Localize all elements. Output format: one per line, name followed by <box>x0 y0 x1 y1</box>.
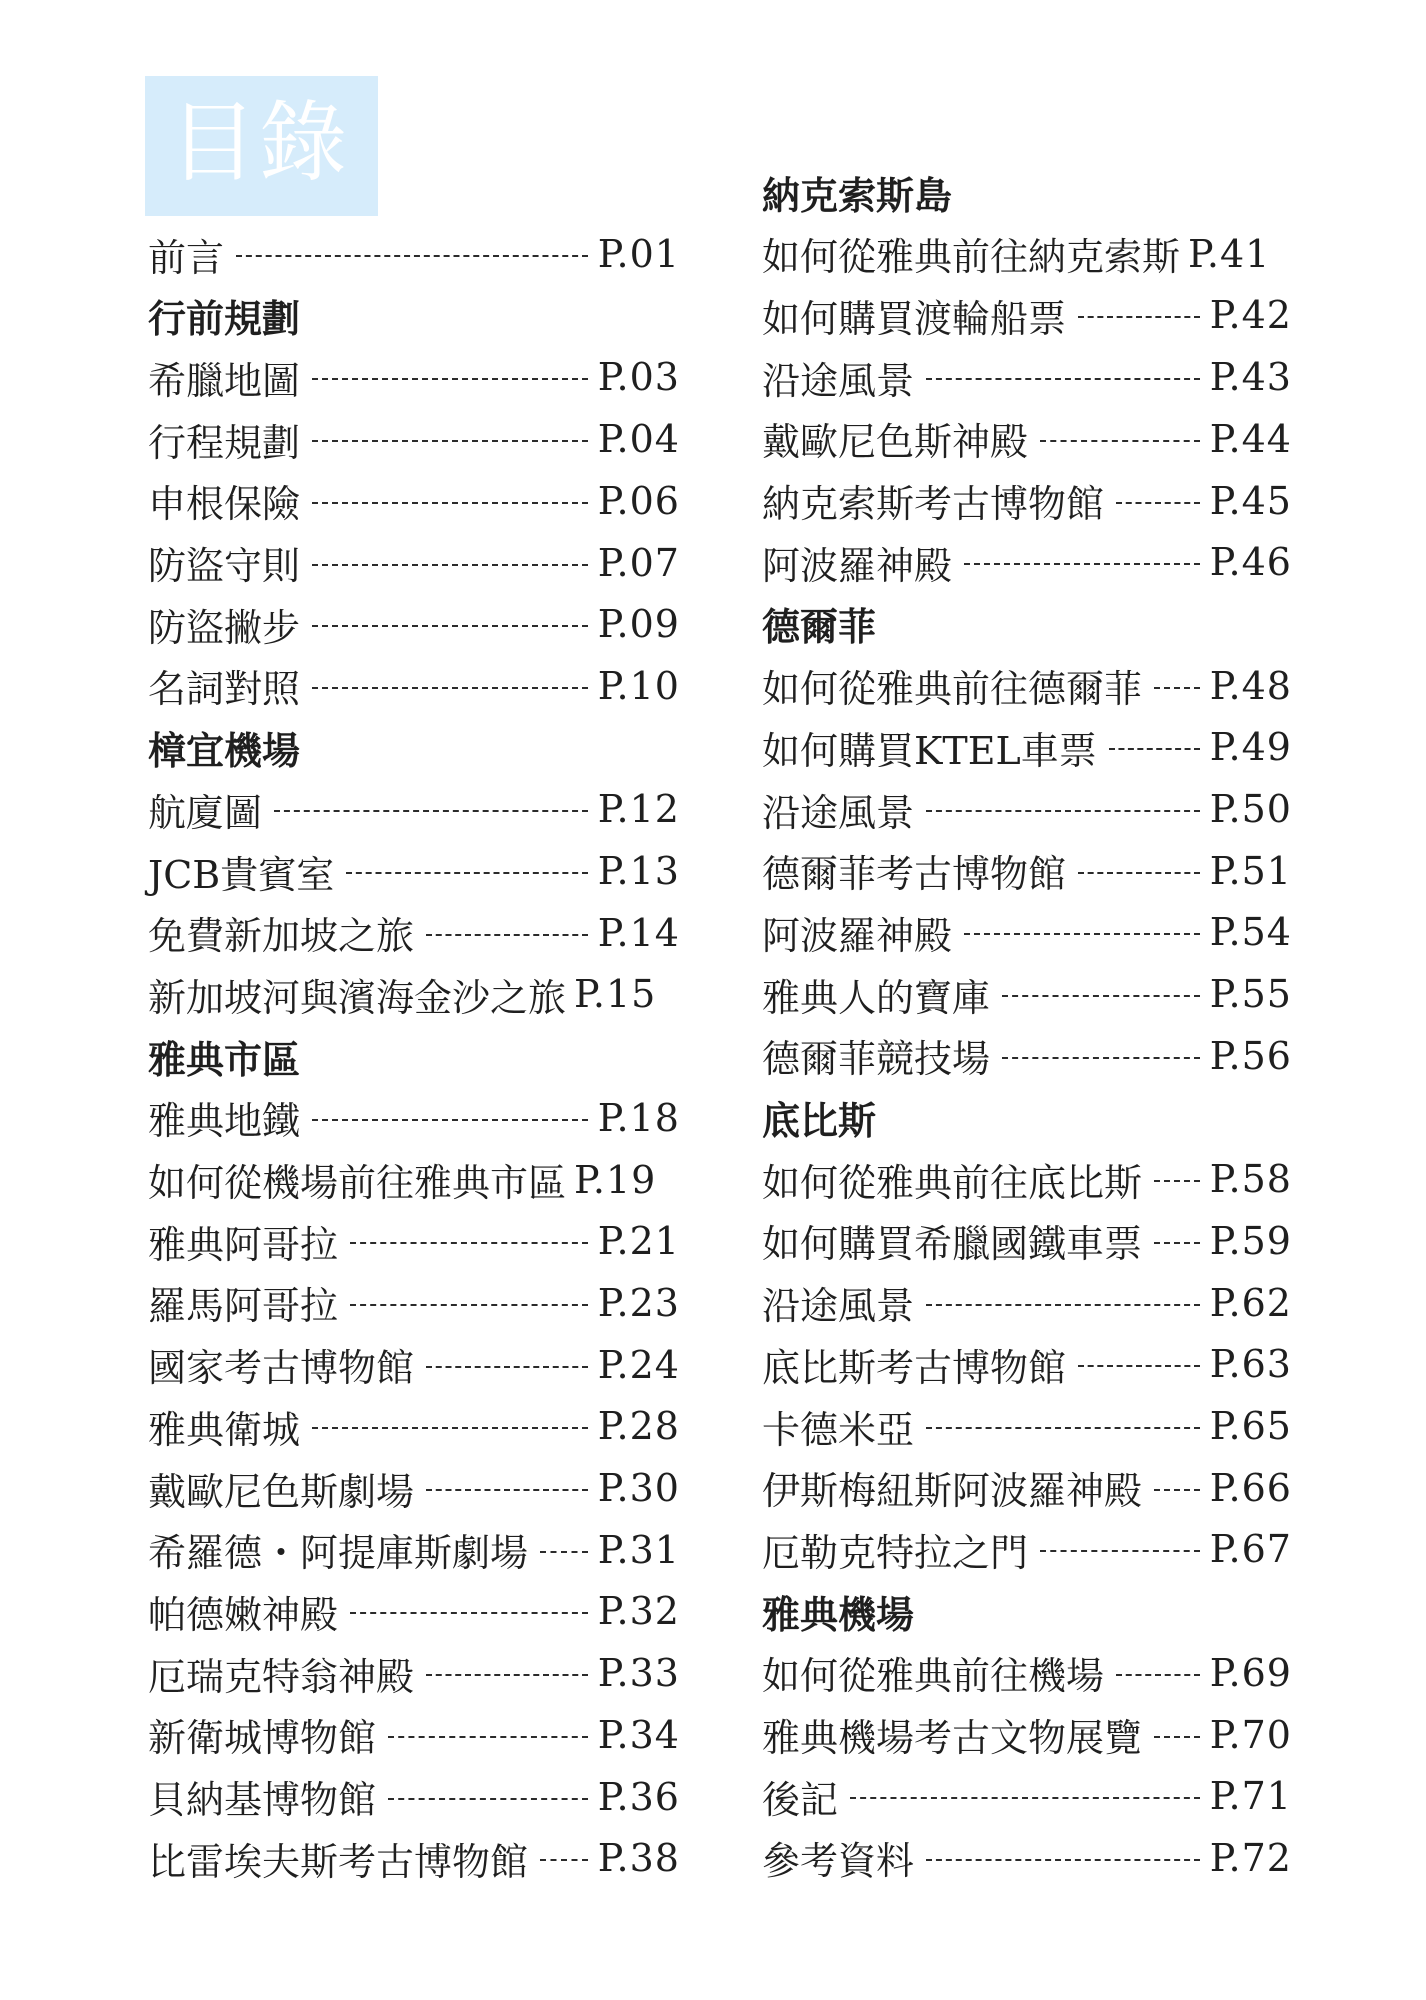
toc-entry[interactable] <box>148 473 680 529</box>
dotted-leader <box>312 564 588 566</box>
toc-entry-page-number: P.23 <box>597 1280 680 1325</box>
dotted-leader <box>388 1798 588 1800</box>
dotted-leader <box>964 933 1200 935</box>
dotted-leader <box>926 378 1200 380</box>
dotted-leader <box>1040 1550 1200 1552</box>
toc-entry-page-number: P.69 <box>1209 1650 1292 1695</box>
dotted-leader <box>426 1366 588 1368</box>
toc-entry-title: 厄勒克特拉之門 <box>762 1530 1029 1575</box>
toc-entry-title: 行程規劃 <box>148 420 301 465</box>
toc-entry[interactable] <box>762 843 1292 899</box>
toc-entry-title: 申根保險 <box>148 482 301 527</box>
dotted-leader <box>1078 1365 1200 1367</box>
toc-entry-page-number: P.63 <box>1209 1342 1292 1387</box>
dotted-leader <box>1002 1057 1200 1059</box>
toc-entry[interactable] <box>762 1521 1292 1577</box>
toc-entry-page-number: P.12 <box>597 787 680 832</box>
toc-entry-title: 雅典機場考古文物展覽 <box>762 1716 1143 1760</box>
toc-entry[interactable] <box>762 719 1292 775</box>
dotted-leader <box>926 1304 1200 1306</box>
toc-entry[interactable] <box>148 1707 680 1763</box>
toc-entry-title: 沿途風景 <box>762 790 915 835</box>
toc-entry-title: 如何購買希臘國鐵車票 <box>762 1222 1143 1267</box>
toc-entry-page-number: P.49 <box>1209 725 1292 770</box>
toc-entry-title: 雅典地鐵 <box>148 1099 301 1144</box>
toc-entry-title: 沿途風景 <box>762 358 915 403</box>
toc-entry-page-number: P.09 <box>597 602 680 647</box>
toc-section-heading: 樟宜機場 <box>148 728 301 774</box>
toc-entry[interactable] <box>762 473 1292 529</box>
toc-entry[interactable] <box>148 1213 680 1269</box>
dotted-leader <box>1154 1180 1200 1182</box>
toc-entry-page-number: P.13 <box>597 849 680 893</box>
toc-entry-title: 雅典人的寶庫 <box>762 975 991 1020</box>
dotted-leader <box>312 502 588 504</box>
dotted-leader <box>312 440 588 442</box>
toc-entry[interactable] <box>148 1522 680 1578</box>
toc-entry-title: 雅典阿哥拉 <box>148 1222 339 1267</box>
dotted-leader <box>1116 1674 1200 1676</box>
dotted-leader <box>312 1427 588 1429</box>
toc-entry-title: 希羅德・阿提庫斯劇場 <box>148 1531 529 1576</box>
dotted-leader <box>540 1859 588 1861</box>
toc-entry[interactable] <box>148 1398 680 1454</box>
toc-entry-page-number: P.71 <box>1209 1774 1292 1819</box>
toc-entry[interactable] <box>762 781 1292 837</box>
toc-entry-page-number: P.06 <box>597 478 680 523</box>
toc-entry-page-number: P.41 <box>1188 231 1271 276</box>
dotted-leader <box>1154 1736 1200 1738</box>
dotted-leader <box>236 255 588 257</box>
toc-entry-page-number: P.01 <box>597 232 680 276</box>
dotted-leader <box>312 1119 588 1121</box>
toc-entry[interactable] <box>148 1830 680 1886</box>
dotted-leader <box>964 563 1200 565</box>
dotted-leader <box>388 1736 588 1738</box>
toc-entry-page-number: P.03 <box>597 355 680 400</box>
dotted-leader <box>1154 1242 1200 1244</box>
toc-entry[interactable] <box>148 349 680 405</box>
toc-entry-page-number: P.04 <box>597 417 680 462</box>
toc-entry-title: 伊斯梅紐斯阿波羅神殿 <box>762 1469 1143 1514</box>
toc-entry-title: 免費新加坡之旅 <box>148 914 415 959</box>
toc-entry[interactable] <box>762 411 1292 467</box>
toc-entry-page-number: P.33 <box>597 1651 680 1696</box>
toc-entry-title: 比雷埃夫斯考古博物館 <box>148 1839 529 1884</box>
toc-entry[interactable] <box>148 1460 680 1516</box>
toc-entry-title: 羅馬阿哥拉 <box>148 1284 339 1329</box>
toc-title: 目錄 <box>169 91 350 194</box>
toc-entry-page-number: P.28 <box>597 1404 680 1449</box>
dotted-leader <box>426 934 588 936</box>
toc-entry-page-number: P.44 <box>1209 416 1292 461</box>
toc-entry-title: 新衛城博物館 <box>148 1716 377 1761</box>
toc-entry-title: 戴歐尼色斯神殿 <box>762 420 1029 465</box>
toc-entry-title: 參考資料 <box>762 1839 915 1884</box>
dotted-leader <box>1040 440 1200 442</box>
toc-entry-title: JCB貴賓室 <box>148 852 335 897</box>
toc-entry-title: 德爾菲考古博物館 <box>762 852 1067 897</box>
toc-entry-page-number: P.14 <box>597 910 680 955</box>
toc-entry-page-number: P.62 <box>1209 1280 1292 1325</box>
toc-section-heading: 德爾菲 <box>762 604 877 650</box>
toc-entry-title: 如何從雅典前往納克索斯 <box>762 235 1181 280</box>
dotted-leader <box>926 1427 1200 1429</box>
toc-entry-title: 新加坡河與濱海金沙之旅 <box>148 975 567 1020</box>
toc-entry-page-number: P.70 <box>1209 1712 1292 1757</box>
toc-entry[interactable] <box>148 905 680 961</box>
toc-entry-page-number: P.48 <box>1209 663 1292 708</box>
toc-entry-title: 如何購買KTEL車票 <box>762 728 1097 773</box>
dotted-leader <box>1002 995 1200 997</box>
toc-section-heading: 雅典市區 <box>148 1036 301 1082</box>
toc-entry[interactable] <box>762 658 1292 714</box>
toc-entry[interactable] <box>762 1830 1292 1886</box>
toc-entry[interactable] <box>762 1028 1292 1084</box>
toc-entry-title: 德爾菲競技場 <box>762 1037 991 1082</box>
dotted-leader <box>1154 1489 1200 1491</box>
toc-entry-page-number: P.19 <box>574 1157 657 1202</box>
toc-entry[interactable] <box>148 1152 680 1208</box>
toc-entry-page-number: P.56 <box>1209 1033 1292 1078</box>
toc-entry-title: 航廈圖 <box>148 790 263 835</box>
toc-entry-page-number: P.46 <box>1209 540 1292 585</box>
dotted-leader <box>426 1489 588 1491</box>
dotted-leader <box>1078 316 1200 318</box>
toc-entry-page-number: P.24 <box>597 1342 680 1387</box>
toc-section-heading: 行前規劃 <box>148 296 301 342</box>
toc-entry[interactable] <box>148 843 680 899</box>
dotted-leader <box>350 1612 588 1614</box>
toc-entry-title: 如何從雅典前往底比斯 <box>762 1160 1143 1205</box>
toc-entry-page-number: P.55 <box>1209 972 1292 1017</box>
toc-entry[interactable] <box>762 1213 1292 1269</box>
toc-entry-title: 帕德嫩神殿 <box>148 1592 339 1637</box>
toc-entry-title: 納克索斯考古博物館 <box>762 482 1105 526</box>
toc-entry-title: 阿波羅神殿 <box>762 913 953 958</box>
dotted-leader <box>312 625 588 627</box>
toc-entry[interactable] <box>148 781 680 837</box>
toc-entry[interactable] <box>148 1090 680 1146</box>
toc-entry[interactable] <box>762 966 1292 1022</box>
dotted-leader <box>1109 748 1200 750</box>
toc-entry-page-number: P.51 <box>1209 848 1292 893</box>
toc-entry-title: 厄瑞克特翁神殿 <box>148 1654 415 1699</box>
dotted-leader <box>312 378 588 380</box>
toc-entry-page-number: P.72 <box>1209 1835 1292 1880</box>
toc-entry[interactable] <box>762 1336 1292 1392</box>
toc-entry-title: 國家考古博物館 <box>148 1346 415 1391</box>
dotted-leader <box>1154 687 1200 689</box>
toc-entry-page-number: P.42 <box>1209 293 1292 338</box>
toc-entry-page-number: P.21 <box>597 1219 680 1264</box>
toc-entry[interactable] <box>148 966 680 1022</box>
dotted-leader <box>312 687 588 689</box>
toc-entry-page-number: P.59 <box>1209 1218 1292 1263</box>
toc-entry[interactable] <box>762 1151 1292 1207</box>
toc-entry[interactable] <box>762 1460 1292 1516</box>
toc-entry[interactable] <box>148 226 680 282</box>
toc-entry-title: 如何從機場前往雅典市區 <box>148 1161 567 1205</box>
toc-entry-title: 雅典衛城 <box>148 1407 301 1452</box>
toc-entry-page-number: P.31 <box>597 1527 680 1572</box>
toc-entry[interactable] <box>762 904 1292 960</box>
toc-entry[interactable] <box>762 1645 1292 1701</box>
dotted-leader <box>350 1242 588 1244</box>
toc-entry-title: 防盜守則 <box>148 544 301 588</box>
dotted-leader <box>1116 502 1200 504</box>
toc-entry-title: 沿途風景 <box>762 1284 915 1329</box>
toc-entry-title: 戴歐尼色斯劇場 <box>148 1469 415 1514</box>
toc-entry-page-number: P.45 <box>1209 478 1292 523</box>
toc-section-heading: 納克索斯島 <box>762 172 953 218</box>
toc-entry-page-number: P.30 <box>597 1466 680 1510</box>
toc-entry-page-number: P.54 <box>1209 910 1292 955</box>
toc-entry-page-number: P.34 <box>597 1712 680 1757</box>
toc-entry[interactable] <box>762 1768 1292 1824</box>
toc-section-heading: 雅典機場 <box>762 1591 915 1637</box>
toc-entry[interactable] <box>762 349 1292 405</box>
dotted-leader <box>926 1859 1200 1861</box>
dotted-leader <box>540 1551 588 1553</box>
dotted-leader <box>350 1304 588 1306</box>
toc-entry-page-number: P.58 <box>1209 1157 1292 1202</box>
toc-entry-title: 貝納基博物館 <box>148 1778 377 1822</box>
toc-entry[interactable] <box>762 1398 1292 1454</box>
dotted-leader <box>850 1797 1200 1799</box>
toc-entry-page-number: P.67 <box>1209 1527 1292 1572</box>
dotted-leader <box>926 810 1200 812</box>
toc-entry-title: 防盜撇步 <box>148 605 301 650</box>
toc-entry-title: 如何購買渡輪船票 <box>762 296 1067 341</box>
toc-entry[interactable] <box>148 658 680 714</box>
toc-entry-page-number: P.43 <box>1209 355 1292 400</box>
toc-entry-title: 名詞對照 <box>148 667 301 712</box>
toc-entry[interactable] <box>762 1275 1292 1331</box>
toc-entry[interactable] <box>148 1337 680 1393</box>
toc-entry-page-number: P.36 <box>597 1774 680 1819</box>
dotted-leader <box>346 872 587 874</box>
toc-entry-page-number: P.38 <box>597 1836 680 1881</box>
toc-title-box <box>145 76 378 216</box>
toc-entry[interactable] <box>148 1583 680 1639</box>
toc-entry-page-number: P.32 <box>597 1589 680 1634</box>
toc-entry-title: 後記 <box>762 1777 839 1822</box>
toc-entry[interactable] <box>148 535 680 591</box>
toc-entry-title: 希臘地圖 <box>148 358 301 403</box>
toc-entry[interactable] <box>148 411 680 467</box>
toc-entry[interactable] <box>148 1769 680 1825</box>
toc-entry-page-number: P.65 <box>1209 1404 1292 1448</box>
toc-entry-page-number: P.07 <box>597 540 680 585</box>
toc-entry-page-number: P.10 <box>597 663 680 708</box>
toc-entry-page-number: P.50 <box>1209 787 1292 831</box>
toc-entry[interactable] <box>762 226 1292 282</box>
dotted-leader <box>426 1674 588 1676</box>
toc-entry-title: 前言 <box>148 235 225 280</box>
toc-entry[interactable] <box>148 1645 680 1701</box>
toc-entry-title: 卡德米亞 <box>762 1407 915 1452</box>
toc-entry[interactable] <box>762 287 1292 343</box>
toc-entry-title: 底比斯考古博物館 <box>762 1345 1067 1390</box>
toc-entry-title: 如何從雅典前往德爾菲 <box>762 667 1143 712</box>
toc-entry[interactable] <box>762 534 1292 590</box>
toc-entry[interactable] <box>148 1275 680 1331</box>
toc-entry[interactable] <box>762 1707 1292 1763</box>
dotted-leader <box>274 810 588 812</box>
toc-entry-title: 如何從雅典前往機場 <box>762 1654 1105 1699</box>
toc-entry-page-number: P.66 <box>1209 1465 1292 1510</box>
dotted-leader <box>1078 872 1200 874</box>
toc-entry-page-number: P.15 <box>574 972 657 1017</box>
toc-entry[interactable] <box>148 596 680 652</box>
toc-entry-page-number: P.18 <box>597 1095 680 1140</box>
toc-entry-title: 阿波羅神殿 <box>762 543 953 588</box>
toc-section-heading: 底比斯 <box>762 1098 877 1143</box>
